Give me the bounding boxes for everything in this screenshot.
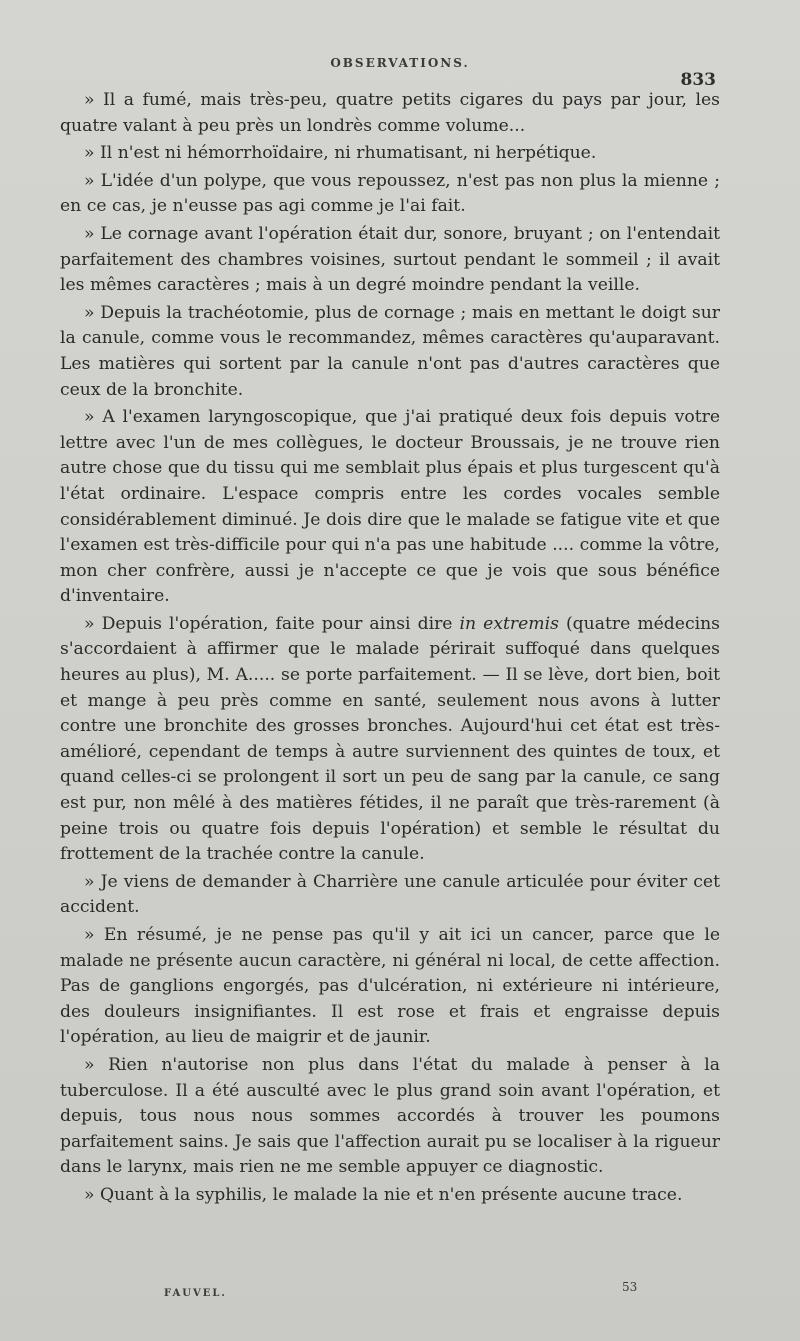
running-title: OBSERVATIONS. — [330, 56, 470, 70]
italic-phrase: in extremis — [459, 613, 559, 634]
paragraph-text: (quatre médecins s'accordaient à affirmer que le malade périrait suffoqué dans quelques heures au plus), M. A..... se porte parfaitement. — Il se lève, dort bien, boit et mange à peu près comme en santé, seulement nous avons à lutter contre une bronchite des grosses bronches. Aujourd'hui cet état est très-amélioré, cependant de temps à autre surviennent des quintes de toux, et quand celles-ci se prolongent il sort un peu de sang par la canule, ce sang est pur, non mêlé à des matières fétides, il ne paraît que très-rarement (à peine trois ou quatre fois depuis l'opération) et semble le résultat du frottement de la trachée contre la canule. — [60, 613, 720, 865]
paragraph: » Je viens de demander à Charrière une canule articulée pour éviter cet accident. — [60, 871, 720, 918]
footer-author: FAUVEL. — [164, 1288, 227, 1299]
body-text — [60, 88, 720, 1211]
paragraph: » Depuis la trachéotomie, plus de cornage ; mais en mettant le doigt sur la canule, comme vous le recommandez, mêmes caractères qu'auparavant. Les matières qui sortent par la canule n'ont pas d'autres caractères que ceux de la bronchite. — [60, 302, 720, 400]
paragraph: » Il a fumé, mais très-peu, quatre petits cigares du pays par jour, les quatre valant à peu près un londrès comme volume... — [60, 90, 720, 136]
page-number: 833 — [680, 70, 716, 90]
paragraph: » Rien n'autorise non plus dans l'état du malade à penser à la tuberculose. Il a été ausculté avec le plus grand soin avant l'opération, et depuis, tous nous nous sommes accordés à trouver les poumons parfaitement sains. Je sais que l'affection aurait pu se localiser à la rigueur dans le larynx, mais rien ne me semble appuyer ce diagnostic. — [60, 1054, 720, 1178]
paragraph: » En résumé, je ne pense pas qu'il y ait ici un cancer, parce que le malade ne présente aucun caractère, ni général ni local, de cette affection. Pas de ganglions engorgés, pas d'ulcération, ni extérieure ni intérieure, des douleurs insignifiantes. Il est rose et frais et engraisse depuis l'opération, au lieu de maigrir et de jaunir. — [60, 925, 720, 1048]
paragraph: » Il n'est ni hémorrhoïdaire, ni rhumatisant, ni herpétique. — [84, 143, 597, 164]
paragraph: » A l'examen laryngoscopique, que j'ai pratiqué deux fois depuis votre lettre avec l'un de mes collègues, le docteur Broussais, je ne trouve rien autre chose que du tissu qui me semblait plus épais et plus turgescent qu'à l'état ordinaire. L'espace compris entre les cordes vocales semble considérablement diminué. Je dois dire que le malade se fatigue vite et que l'examen est très-difficile pour qui n'a pas une habitude .... comme la vôtre, mon cher confrère, aussi je n'accepte ce que je vois que sous bénéfice d'inventaire. — [60, 407, 720, 607]
signature-mark: 53 — [622, 1280, 638, 1294]
paragraph-operation — [60, 612, 720, 868]
paragraph: » L'idée d'un polype, que vous repoussez, n'est pas non plus la mienne ; en ce cas, je n'eusse pas agi comme je l'ai fait. — [60, 170, 720, 217]
paragraph: » Quant à la syphilis, le malade la nie et n'en présente aucune trace. — [84, 1184, 683, 1205]
paragraph-text: » Depuis l'opération, faite pour ainsi dire — [84, 613, 460, 634]
paragraph: » Le cornage avant l'opération était dur, sonore, bruyant ; on l'entendait parfaitement des chambres voisines, surtout pendant le sommeil ; il avait les mêmes caractères ; mais à un degré moindre pendant la veille. — [60, 223, 720, 296]
